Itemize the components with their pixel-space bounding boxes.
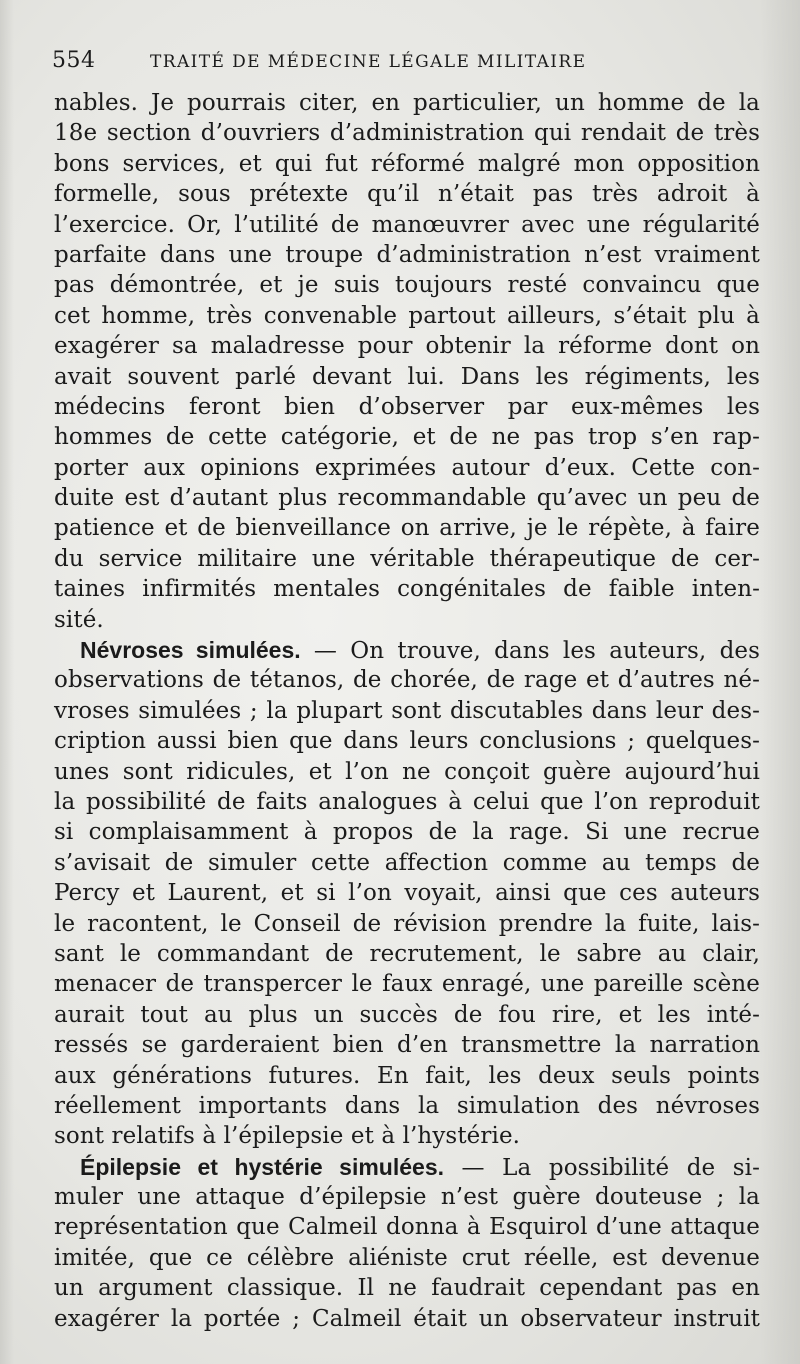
text-line: cription aussi bien que dans leurs conclusions ; quelques- (54, 728, 760, 755)
text-line: patience et de bienveillance on arrive, je le répète, à faire (54, 515, 760, 542)
text-line: si complaisamment à propos de la rage. Si une recrue (54, 819, 760, 846)
text-line: formelle, sous prétexte qu’il n’était pas très adroit à (54, 181, 760, 208)
text-line: sité. (54, 606, 104, 633)
text-line: 18e section d’ouvriers d’administration qui rendait de très (54, 120, 760, 147)
text-line: taines infirmités mentales congénitales de faible inten- (54, 576, 760, 603)
section-heading: Névroses simulées. (80, 637, 301, 664)
page-header (52, 48, 752, 78)
text-line: réellement importants dans la simulation des névroses (54, 1092, 760, 1119)
text-line: hommes de cette catégorie, et de ne pas trop s’en rap- (54, 424, 760, 451)
text-line: l’exercice. Or, l’utilité de manœuvrer avec une régularité (54, 211, 760, 238)
paragraph-1 (54, 88, 760, 635)
text-line: exagérer la portée ; Calmeil était un observateur instruit (54, 1305, 760, 1332)
text-line: la possibilité de faits analogues à celui que l’on reproduit (54, 788, 760, 815)
text-line: sant le commandant de recrutement, le sabre au clair, (54, 940, 760, 967)
running-title: TRAITÉ DE MÉDECINE LÉGALE MILITAIRE (150, 52, 587, 72)
text-line: muler une attaque d’épilepsie n’est guère douteuse ; la (54, 1184, 760, 1211)
text-line: sont relatifs à l’épilepsie et à l’hystérie. (54, 1123, 521, 1150)
text-line: menacer de transpercer le faux enragé, une pareille scène (54, 971, 760, 998)
section-heading-line (54, 1152, 760, 1182)
text-line: unes sont ridicules, et l’on ne conçoit guère aujourd’hui (54, 758, 760, 785)
page-right-shadow (760, 0, 800, 1364)
text-line: un argument classique. Il ne faudrait cependant pas en (54, 1275, 760, 1302)
section-heading-line (54, 635, 760, 665)
page-left-shadow (0, 0, 14, 1364)
text-line: le racontent, le Conseil de révision prendre la fuite, lais- (54, 910, 760, 937)
text-line: porter aux opinions exprimées autour d’eux. Cette con- (54, 454, 760, 481)
text-line: exagérer sa maladresse pour obtenir la réforme dont on (54, 333, 760, 360)
text-line: vroses simulées ; la plupart sont discutables dans leur des- (54, 697, 760, 724)
text-line: ressés se garderaient bien d’en transmettre la narration (54, 1032, 760, 1059)
text-line: bons services, et qui fut réformé malgré mon opposition (54, 150, 760, 177)
text-line: s’avisait de simuler cette affection comme au temps de (54, 849, 760, 876)
text-line: nables. Je pourrais citer, en particulier, un homme de la (54, 90, 760, 116)
text-line: duite est d’autant plus recommandable qu’avec un peu de (54, 485, 760, 512)
body-text (54, 88, 760, 1334)
text-line: médecins feront bien d’observer par eux-mêmes les (54, 393, 760, 420)
text-line: du service militaire une véritable thérapeutique de cer- (54, 545, 760, 572)
text-line: aurait tout au plus un succès de fou rire, et les inté- (54, 1001, 760, 1028)
page-number: 554 (52, 48, 96, 73)
text-line: représentation que Calmeil donna à Esquirol d’une attaque (54, 1214, 760, 1241)
text-line: aux générations futures. En fait, les deux seuls points (54, 1062, 760, 1089)
text-line: observations de tétanos, de chorée, de rage et d’autres né- (54, 667, 760, 694)
text-line: Percy et Laurent, et si l’on voyait, ainsi que ces auteurs (54, 880, 760, 907)
text-line: avait souvent parlé devant lui. Dans les régiments, les (54, 363, 760, 390)
paragraph-3 (54, 1152, 760, 1334)
paragraph-2 (54, 635, 760, 1152)
heading-line-text: — On trouve, dans les auteurs, des (300, 638, 761, 665)
text-line: cet homme, très convenable partout ailleurs, s’était plu à (54, 302, 760, 329)
text-line: imitée, que ce célèbre aliéniste crut réelle, est devenue (54, 1244, 760, 1271)
text-line: pas démontrée, et je suis toujours resté convaincu que (54, 272, 760, 299)
heading-line-text: — La possibilité de si- (444, 1154, 760, 1181)
text-line: parfaite dans une troupe d’administration n’est vraiment (54, 241, 760, 268)
section-heading: Épilepsie et hystérie simulées. (80, 1153, 445, 1180)
